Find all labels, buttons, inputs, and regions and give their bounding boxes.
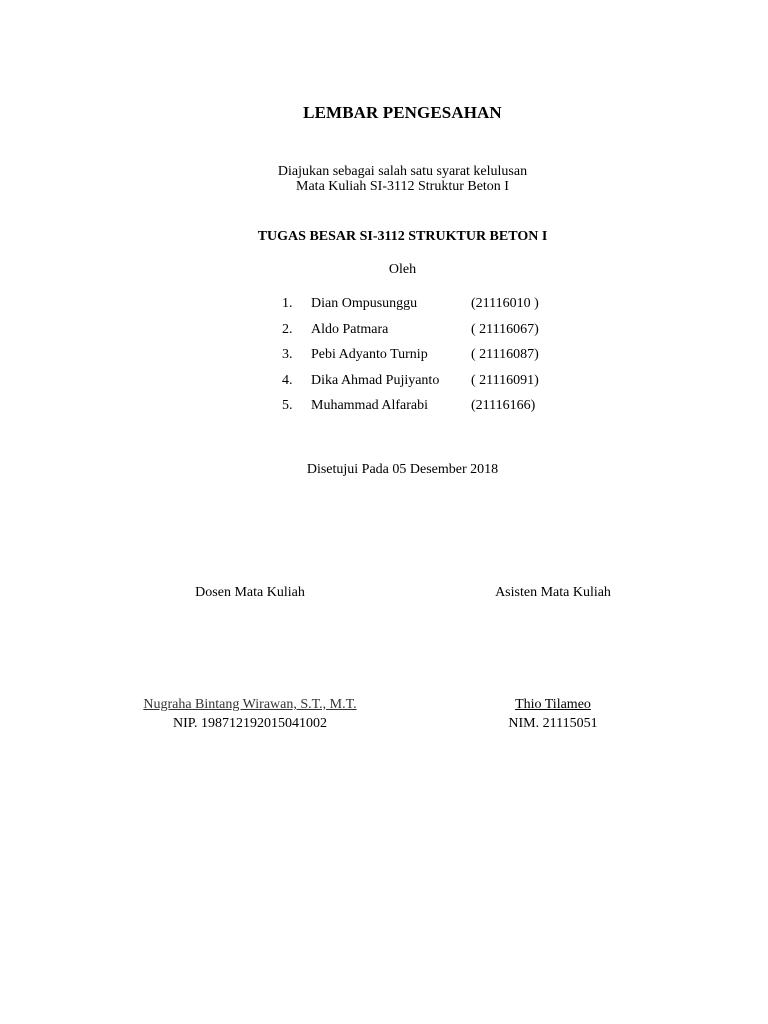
member-name: Pebi Adyanto Turnip	[311, 347, 428, 362]
member-number: 5.	[282, 398, 293, 413]
member-id: ( 21116091)	[471, 372, 539, 388]
lecturer-nip: NIP. 198712192015041002	[172, 716, 327, 731]
page-title: LEMBAR PENGESAHAN	[303, 103, 502, 122]
member-number: 1.	[282, 296, 293, 311]
assistant-nim: NIM. 21115051	[508, 716, 598, 731]
lecturer-name-text: Nugraha Bintang Wirawan, S.T., M.T.	[143, 697, 357, 712]
member-name: Aldo Patmara	[311, 321, 389, 337]
member-number: 3.	[282, 347, 293, 362]
lecturer-role: Dosen Mata Kuliah	[195, 585, 305, 600]
lecturer-name	[120, 697, 380, 713]
approval-date: Disetujui Pada 05 Desember 2018	[306, 462, 499, 477]
member-id: ( 21116087)	[471, 347, 539, 362]
member-number: 2.	[282, 321, 293, 337]
member-id: (21116010 )	[471, 296, 539, 311]
member-name: Muhammad Alfarabi	[311, 398, 429, 413]
subtitle-line-1: Diajukan sebagai salah satu syarat kelulusan	[277, 164, 528, 179]
member-number: 4.	[282, 372, 293, 388]
assistant-role: Asisten Mata Kuliah	[495, 585, 611, 600]
assistant-name	[473, 697, 633, 713]
subtitle-line-2: Mata Kuliah SI-3112 Struktur Beton I	[296, 179, 509, 194]
task-title: TUGAS BESAR SI-3112 STRUKTUR BETON I	[257, 229, 548, 244]
member-id: ( 21116067)	[471, 321, 539, 337]
member-id: (21116166)	[471, 398, 536, 413]
assistant-name-text: Thio Tilameo	[515, 697, 591, 712]
member-name: Dian Ompusunggu	[311, 296, 418, 311]
by-label: Oleh	[388, 262, 417, 277]
member-name: Dika Ahmad Pujiyanto	[311, 372, 440, 388]
